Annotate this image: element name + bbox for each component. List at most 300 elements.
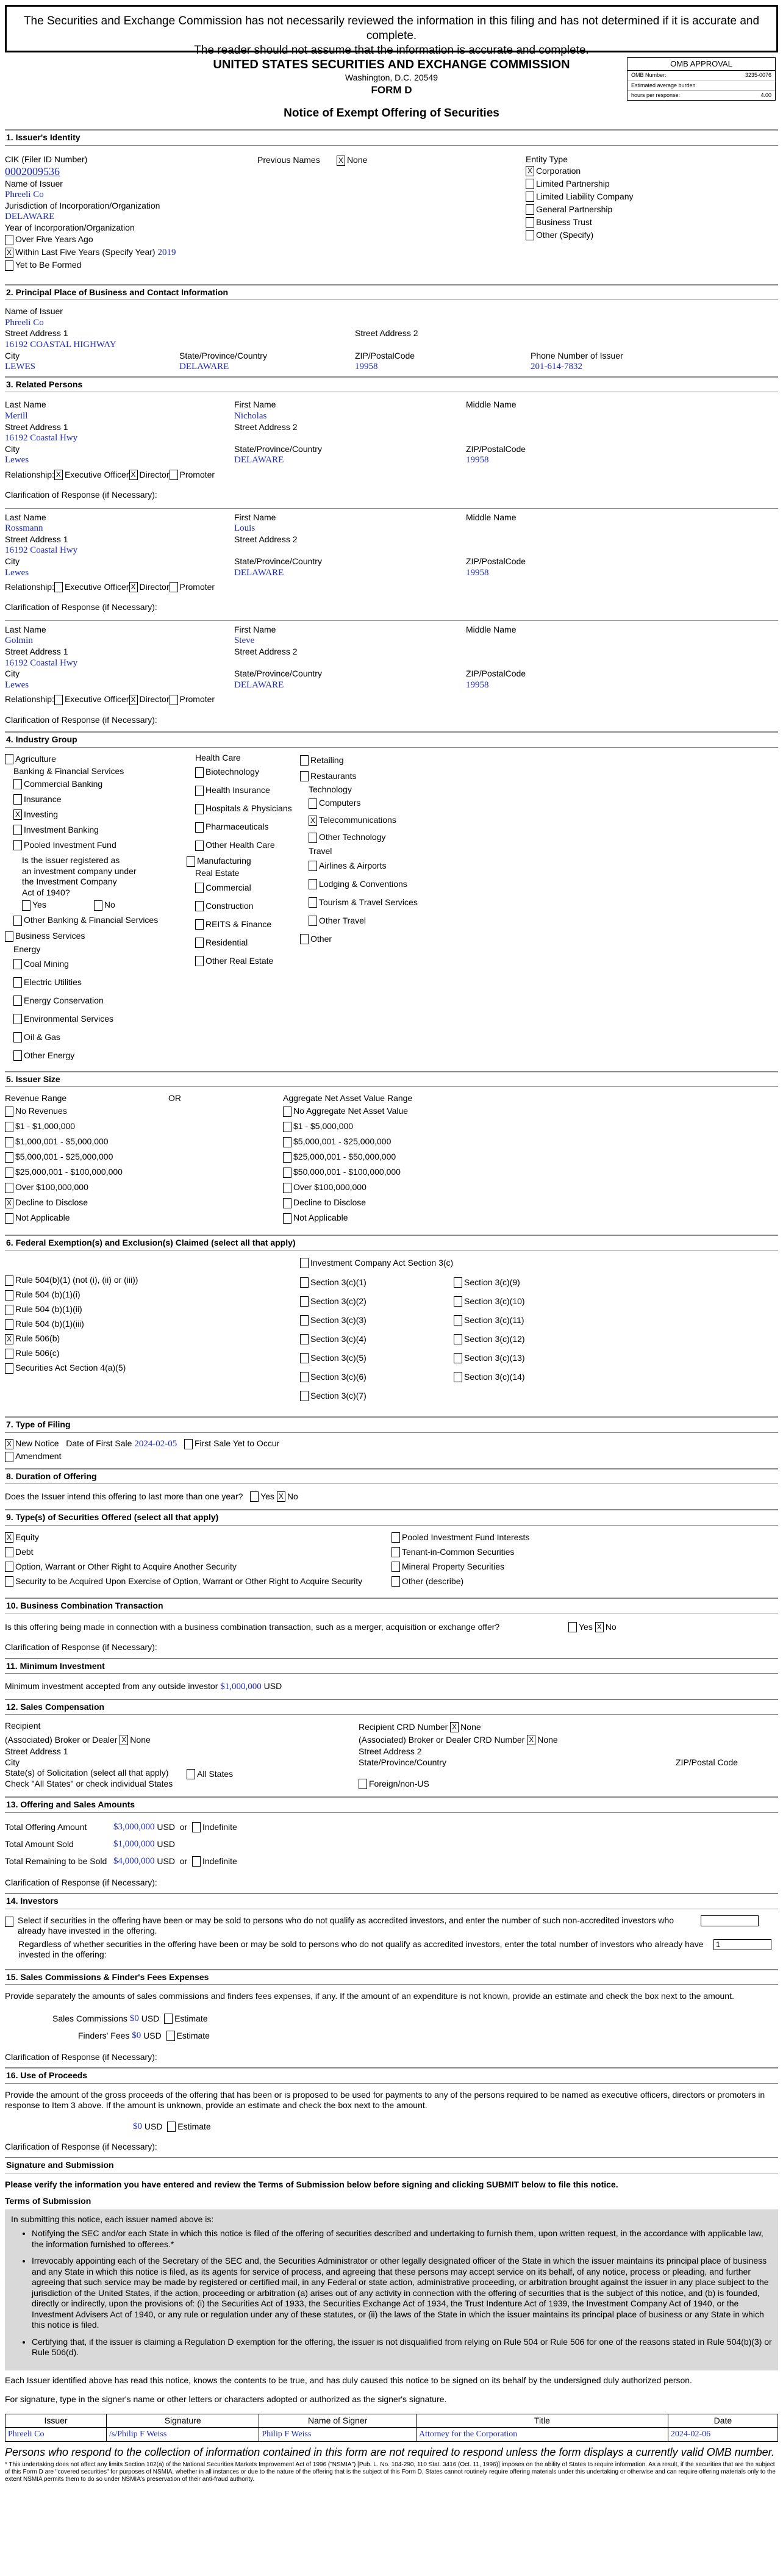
pooled-investment-fund-interests-label: Pooled Investment Fund Interests [402,1532,530,1542]
section-2-title: 2. Principal Place of Business and Contact Information [5,284,778,301]
investing-checkbox[interactable]: X [13,809,22,820]
electric-utilities-option [5,974,187,992]
tourism-travel-services-checkbox[interactable] [309,897,317,908]
promoter-checkbox[interactable] [170,582,178,592]
signature-header-cell: Signature [107,2414,259,2428]
technology-heading: Technology [309,784,352,794]
duration-yes-checkbox[interactable] [250,1491,259,1502]
omb-row [627,91,775,100]
rule-504-b-1-ii-option [5,1302,300,1317]
manufacturing-label: Manufacturing [197,856,251,866]
5-000-001-25-000-000-checkbox[interactable] [283,1137,291,1147]
year-label: Year of Incorporation/Organization [5,223,135,232]
middle-name-label: Middle Name [466,624,517,634]
clarification-label: Clarification of Response (if Necessary): [5,1877,157,1887]
ica-question-line: an investment company under [22,866,137,876]
over-100-000-000-checkbox[interactable] [5,1183,13,1193]
first-name-value: Nicholas [234,411,267,421]
restaurants-label: Restaurants [310,770,357,781]
general-partnership-option [526,203,778,216]
city-value: Lewes [5,680,29,690]
agriculture-checkbox[interactable] [5,754,13,764]
business-services-checkbox[interactable] [5,931,13,942]
retailing-checkbox[interactable] [300,755,309,766]
over-100-000-000-checkbox[interactable] [283,1183,291,1193]
section-3-c-13-checkbox[interactable] [454,1353,462,1363]
new-notice-checkbox[interactable]: X [5,1439,13,1449]
zip-label: ZIP/PostalCode [355,350,415,361]
rule-506-c-label: Rule 506(c) [15,1348,60,1358]
1-1-000-000-checkbox[interactable] [5,1122,13,1132]
indefinite-label: Indefinite [202,1856,237,1866]
oil-gas-option [5,1028,187,1047]
pharmaceuticals-option [187,818,300,836]
terms-intro: In submitting this notice, each issuer named above is: [11,2214,214,2224]
usd-label: USD [143,2031,162,2040]
terms-bullet: • Certifying that, if the issuer is claiming a Regulation D exemption for the offering, the issuer is not disqualified from relying on Rule 504 or Rule 506 for one of the reasons stated in Rule 504(b)(3) or Rule 506(d). [32,2337,772,2358]
industry-column-3 [300,753,778,1065]
duration-no-label: No [287,1491,298,1501]
decline-to-disclose-label: Decline to Disclose [15,1197,88,1208]
section-3-c-12-label: Section 3(c)(12) [464,1333,525,1344]
residential-checkbox[interactable] [195,938,204,948]
1-000-001-5-000-000-option [5,1135,168,1150]
clarification-label: Clarification of Response (if Necessary): [5,2051,157,2062]
no-aggregate-net-asset-value-checkbox[interactable] [283,1107,291,1117]
clarification-label: Clarification of Response (if Necessary): [5,1642,157,1652]
construction-checkbox[interactable] [195,901,204,911]
biotechnology-label: Biotechnology [206,767,259,777]
year-value: 2019 [157,247,176,257]
decline-to-disclose-label: Decline to Disclose [293,1197,366,1208]
section-11-title: 11. Minimum Investment [5,1658,778,1674]
limited-partnership-label: Limited Partnership [536,178,610,188]
other-technology-label: Other Technology [319,832,386,842]
50-000-001-100-000-000-checkbox[interactable] [283,1168,291,1178]
person-street-row [5,534,778,556]
non-accredited-question: Select if securities in the offering have been or may be sold to persons who do not qualify as accredited investors, and enter the number of such non-accredited investors who already have invested in the offering. [18,1915,674,1936]
equity-checkbox[interactable]: X [5,1532,13,1543]
promoter-checkbox[interactable] [170,695,178,705]
other-real-estate-option [187,952,300,970]
securities-act-section-4-a-5-checkbox[interactable] [5,1363,13,1374]
assoc-bd-none-checkbox[interactable]: X [120,1735,128,1745]
telecommunications-label: Telecommunications [319,815,396,825]
yet-to-be-formed-checkbox[interactable] [5,260,13,271]
insurance-option [5,792,187,807]
zip-cell [466,556,526,578]
pooled-investment-fund-interests-option [392,1530,778,1545]
ica-no-checkbox[interactable] [94,900,102,911]
combination-yes-checkbox[interactable] [568,1622,577,1632]
section-3-c-14-checkbox[interactable] [454,1372,462,1382]
1-5-000-000-checkbox[interactable] [283,1122,291,1132]
page-title: Notice of Exempt Offering of Securities [284,106,499,120]
over-100-000-000-label: Over $100,000,000 [293,1182,366,1193]
25-000-001-100-000-000-checkbox[interactable] [5,1168,13,1178]
section-3-c-10-checkbox[interactable] [454,1296,462,1307]
indefinite-checkbox[interactable] [192,1822,201,1832]
section-3-c-1-label: Section 3(c)(1) [310,1277,366,1287]
tourism-travel-services-option [300,894,778,912]
oil-gas-checkbox[interactable] [13,1032,22,1042]
no-aggregate-net-asset-value-option [283,1104,778,1119]
insurance-label: Insurance [24,794,62,804]
business-services-label: Business Services [15,931,85,941]
corporation-checkbox[interactable]: X [526,166,534,176]
other-travel-checkbox[interactable] [309,916,317,926]
no-revenues-checkbox[interactable] [5,1107,13,1117]
reits-finance-option [187,916,300,934]
pharmaceuticals-checkbox[interactable] [195,822,204,833]
zip-cell [466,444,526,466]
securities-column-2 [392,1530,778,1589]
director-checkbox[interactable]: X [129,582,138,592]
executive-officer-checkbox[interactable] [54,695,63,705]
disclaimer-text: The Securities and Exchange Commission has not necessarily reviewed the information in this filing and has not determined if it is accurate and complete. The reader should not assume that the information is accurate and complete. [23,15,760,57]
rule-504-b-1-i-option [5,1288,300,1302]
environmental-services-label: Environmental Services [24,1013,114,1024]
last-name-cell [5,512,234,534]
relationship-label: Relationship: [5,582,54,592]
last-name-label: Last Name [5,624,46,634]
other-real-estate-checkbox[interactable] [195,956,204,966]
other-energy-option [5,1047,187,1065]
director-checkbox[interactable]: X [129,695,138,705]
estimate-label: Estimate [174,2014,208,2023]
decline-to-disclose-option [283,1196,778,1211]
rule-506-b-label: Rule 506(b) [15,1333,60,1344]
investing-label: Investing [24,809,59,819]
telecommunications-option [300,812,778,829]
first-sale-date-label: Date of First Sale [66,1438,132,1449]
proceeds-estimate-checkbox[interactable] [167,2122,176,2132]
middle-name-cell [466,512,516,534]
business-services-option [5,928,187,944]
other-energy-checkbox[interactable] [13,1050,22,1061]
other-checkbox[interactable] [300,934,309,944]
rule-504-b-1-iii-checkbox[interactable] [5,1319,13,1330]
limited-partnership-option [526,178,778,190]
terms-title: Terms of Submission [5,2196,91,2206]
hospitals-physicians-option [187,800,300,818]
form-name: FORM D [371,84,412,96]
or-label: or [179,1822,188,1832]
all-states-checkbox[interactable] [187,1769,195,1779]
sales-commissions-value: $0 [129,2014,139,2024]
non-accredited-checkbox[interactable] [5,1917,13,1927]
other-banking-financial-services-checkbox[interactable] [13,916,22,926]
other-health-care-checkbox[interactable] [195,841,204,851]
none-label: None [537,1735,558,1745]
certify-text: Each Issuer identified above has read this notice, knows the contents to be true, and has duly caused this notice to be signed on its behalf by the undersigned duly authorized person. [5,2375,692,2385]
section-3-c-9-checkbox[interactable] [454,1277,462,1288]
pharmaceuticals-label: Pharmaceuticals [206,822,269,832]
option-warrant-or-other-right-to-acquire-another-security-checkbox[interactable] [5,1562,13,1572]
relationship-line [5,694,778,706]
airlines-airports-checkbox[interactable] [309,861,317,871]
state-value: DELAWARE [234,567,284,578]
rule-504-b-1-ii-label: Rule 504 (b)(1)(ii) [15,1304,82,1315]
state-label: State/Province/Country [234,669,322,679]
securities-act-section-4-a-5-label: Securities Act Section 4(a)(5) [15,1363,126,1373]
over-100-000-000-label: Over $100,000,000 [15,1182,88,1193]
section-1-title: 1. Issuer's Identity [5,129,778,146]
last-name-label: Last Name [5,512,46,522]
section-3-c-3-checkbox[interactable] [300,1315,309,1326]
ica-question-line: Is the issuer registered as [22,855,120,865]
5-000-001-25-000-000-checkbox[interactable] [5,1152,13,1163]
ica-yes-checkbox[interactable] [22,900,30,911]
25-000-001-50-000-000-checkbox[interactable] [283,1152,291,1163]
street1-cell [5,422,234,444]
pooled-investment-fund-interests-checkbox[interactable] [392,1532,400,1543]
retailing-label: Retailing [310,755,344,765]
not-applicable-checkbox[interactable] [5,1213,13,1224]
director-label: Director [139,694,170,705]
industry-group [5,753,778,1065]
remaining-indefinite-checkbox[interactable] [192,1856,201,1867]
previous-names-none-label: None [346,155,368,165]
restaurants-option [300,769,778,784]
recipient-label: Recipient [5,1721,41,1731]
first-sale-yet-checkbox[interactable] [184,1439,193,1449]
omb-label: Estimated average burden [631,82,696,88]
amendment-line [5,1451,778,1463]
ica-checkbox[interactable] [300,1258,309,1268]
total-offering-label: Total Offering Amount [5,1822,87,1832]
health-care-heading: Health Care [195,752,241,762]
omb-value: 4.00 [760,91,771,98]
restaurants-checkbox[interactable] [300,771,309,781]
investment-banking-checkbox[interactable] [13,825,22,835]
equity-label: Equity [15,1532,39,1542]
industry-column-1 [5,753,187,1065]
energy-heading: Energy [13,944,41,954]
manufacturing-checkbox[interactable] [187,856,195,867]
revenue-list [5,1104,168,1226]
review-instructions: Please verify the information you have entered and review the Terms of Submission below before signing and clicking SUBMIT below to file this notice. [5,2179,618,2189]
section-3-c-13-label: Section 3(c)(13) [464,1352,525,1363]
not-applicable-checkbox[interactable] [283,1213,291,1224]
section-3-c-7-checkbox[interactable] [300,1391,309,1401]
25-000-001-50-000-000-label: $25,000,001 - $50,000,000 [293,1152,396,1162]
section-5-title: 5. Issuer Size [5,1071,778,1088]
director-label: Director [139,469,170,479]
section-3-c-1-checkbox[interactable] [300,1277,309,1288]
first-name-cell [234,512,466,534]
section-15-title: 15. Sales Commissions & Finder's Fees Expenses [5,1969,778,1986]
limited-liability-company-label: Limited Liability Company [536,191,634,201]
rule-504-b-1-i-checkbox[interactable] [5,1290,13,1301]
decline-to-disclose-checkbox[interactable]: X [5,1198,13,1208]
reits-finance-checkbox[interactable] [195,919,204,930]
other-technology-option [300,829,778,846]
other-technology-checkbox[interactable] [309,833,317,843]
sales-commissions-label: Sales Commissions [52,2014,127,2023]
section-3-c-5-checkbox[interactable] [300,1353,309,1363]
street1-value: 16192 COASTAL HIGHWAY [5,339,116,350]
state-cell [234,669,466,691]
total-investors-input[interactable]: 1 [713,1939,771,1950]
section-3-c-2-checkbox[interactable] [300,1296,309,1307]
zip-label: ZIP/PostalCode [466,669,526,679]
remaining-label: Total Remaining to be Sold [5,1856,107,1866]
security-to-be-acquired-upon-exercise-of-option-warrant-or-other-right-to-acquire-security-label: Security to be Acquired Upon Exercise of Option, Warrant or Other Right to Acquire Security [15,1576,363,1586]
person-name-row [5,625,778,647]
health-insurance-checkbox[interactable] [195,786,204,796]
remaining-value: $4,000,000 [113,1856,155,1867]
electric-utilities-checkbox[interactable] [13,977,22,988]
business-trust-checkbox[interactable] [526,217,534,228]
executive-officer-checkbox[interactable] [54,582,63,592]
over-five-checkbox[interactable] [5,235,13,245]
section-3-c-6-option [300,1368,454,1387]
min-investment-value: $1,000,000 [220,1682,262,1692]
rule-504-b-1-ii-checkbox[interactable] [5,1305,13,1315]
section-3-c-2-label: Section 3(c)(2) [310,1296,366,1306]
residential-option [187,934,300,952]
telecommunications-checkbox[interactable]: X [309,816,317,826]
rule-506-c-checkbox[interactable] [5,1349,13,1359]
street2-cell [234,422,298,444]
1-000-001-5-000-000-checkbox[interactable] [5,1137,13,1147]
decline-to-disclose-checkbox[interactable] [283,1198,291,1208]
rule-504-b-1-not-i-ii-or-iii-label: Rule 504(b)(1) (not (i), (ii) or (iii)) [15,1275,138,1285]
finders-estimate-checkbox[interactable] [166,2031,175,2041]
street2-label: Street Address 2 [234,422,298,432]
section-3-c-6-checkbox[interactable] [300,1372,309,1382]
within-five-checkbox[interactable]: X [5,248,13,258]
all-states-label: All States [197,1769,234,1779]
indefinite-label: Indefinite [202,1822,237,1832]
amendment-checkbox[interactable] [5,1452,13,1462]
rule-504-b-1-not-i-ii-or-iii-checkbox[interactable] [5,1275,13,1286]
signature-cell: 2024-02-06 [668,2428,778,2442]
5-000-001-25-000-000-label: $5,000,001 - $25,000,000 [293,1136,392,1147]
section-9-title: 9. Type(s) of Securities Offered (select all that apply) [5,1509,778,1526]
coal-mining-checkbox[interactable] [13,959,22,969]
section-7-title: 7. Type of Filing [5,1416,778,1433]
omb-label: hours per response: [631,91,681,98]
tenant-in-common-securities-label: Tenant-in-Common Securities [402,1546,515,1557]
commercial-checkbox[interactable] [195,883,204,893]
section-3-c-3-label: Section 3(c)(3) [310,1315,366,1325]
or-label: or [179,1856,188,1866]
assoc-crd-none-checkbox[interactable]: X [527,1735,535,1745]
agriculture-option [5,753,187,766]
usd-label: USD [157,1856,175,1866]
agency-name: UNITED STATES SECURITIES AND EXCHANGE COMMISSION [213,58,570,71]
entity-type-label: Entity Type [526,154,568,164]
combination-no-checkbox[interactable]: X [595,1622,604,1632]
last-name-cell [5,400,234,422]
no-aggregate-net-asset-value-label: No Aggregate Net Asset Value [293,1106,409,1116]
lodging-conventions-checkbox[interactable] [309,879,317,889]
zip-value: 19958 [355,362,378,371]
other-describe-checkbox[interactable] [392,1576,400,1587]
nav-list [283,1104,778,1226]
other-specify-option [526,229,778,242]
investors [5,1915,778,1961]
environmental-services-checkbox[interactable] [13,1014,22,1024]
mineral-property-securities-checkbox[interactable] [392,1562,400,1572]
rule-506-b-option [5,1332,300,1346]
section-3-c-9-option [454,1273,778,1292]
section-3-c-14-label: Section 3(c)(14) [464,1371,525,1382]
insurance-checkbox[interactable] [13,794,22,805]
other-specify-checkbox[interactable] [526,230,534,240]
related-person [5,400,778,500]
total-investors-question: Regardless of whether securities in the offering have been or may be sold to persons who do not qualify as accredited investors, enter the total number of investors who already have invested in the offering: [18,1939,704,1960]
hospitals-physicians-checkbox[interactable] [195,804,204,814]
not-applicable-label: Not Applicable [293,1213,348,1223]
city-label: City [5,669,20,679]
commercial-banking-checkbox[interactable] [13,779,22,789]
computers-checkbox[interactable] [309,798,317,809]
pooled-investment-fund-checkbox[interactable] [13,840,22,850]
previous-names-none-checkbox[interactable]: X [337,156,345,166]
debt-checkbox[interactable] [5,1547,13,1557]
other-describe-option [392,1574,778,1589]
section-14-title: 14. Investors [5,1893,778,1909]
combination-options [568,1622,617,1633]
sales-estimate-checkbox[interactable] [164,2014,173,2024]
energy-conservation-checkbox[interactable] [13,996,22,1006]
city-cell [5,556,234,578]
finders-fees-label: Finders' Fees [78,2031,130,2040]
city-cell [5,669,234,691]
limited-partnership-checkbox[interactable] [526,179,534,189]
option-warrant-or-other-right-to-acquire-another-security-label: Option, Warrant or Other Right to Acquire Another Security [15,1561,237,1571]
biotechnology-checkbox[interactable] [195,767,204,778]
issuer-name: Phreeli Co [5,190,44,199]
section-3-c-12-checkbox[interactable] [454,1334,462,1344]
tenant-in-common-securities-checkbox[interactable] [392,1547,400,1557]
recipient-crd-none-checkbox[interactable]: X [450,1722,459,1732]
state-value: DELAWARE [234,455,284,465]
equity-option [5,1530,392,1545]
limited-liability-company-option [526,190,778,203]
residential-label: Residential [206,937,248,947]
promoter-checkbox[interactable] [170,470,178,480]
biotechnology-option [187,763,300,781]
limited-liability-company-checkbox[interactable] [526,192,534,202]
section-10-title: 10. Business Combination Transaction [5,1598,778,1614]
general-partnership-checkbox[interactable] [526,204,534,215]
non-accredited-count-input[interactable] [701,1915,759,1926]
section-3-c-10-label: Section 3(c)(10) [464,1296,525,1306]
last-name-value: Merill [5,411,28,421]
section-3-c-4-checkbox[interactable] [300,1334,309,1344]
cik-link[interactable]: 0002009536 [5,165,60,178]
section-3-c-11-checkbox[interactable] [454,1315,462,1326]
foreign-checkbox[interactable] [359,1779,367,1789]
signature-section-title: Signature and Submission [5,2157,778,2173]
state-cell [234,444,466,466]
director-checkbox[interactable]: X [129,470,138,480]
investing-option [5,807,187,822]
min-investment-line [5,1681,778,1693]
rule-506-b-checkbox[interactable]: X [5,1334,13,1344]
executive-officer-checkbox[interactable]: X [54,470,63,480]
person-city-row [5,444,778,466]
security-to-be-acquired-upon-exercise-of-option-warrant-or-other-right-to-acquire-security-checkbox[interactable] [5,1576,13,1587]
pooled-investment-fund-option [5,838,187,853]
city-cell [5,444,234,466]
duration-no-checkbox[interactable]: X [277,1491,285,1502]
offering-amounts [5,1819,778,1889]
